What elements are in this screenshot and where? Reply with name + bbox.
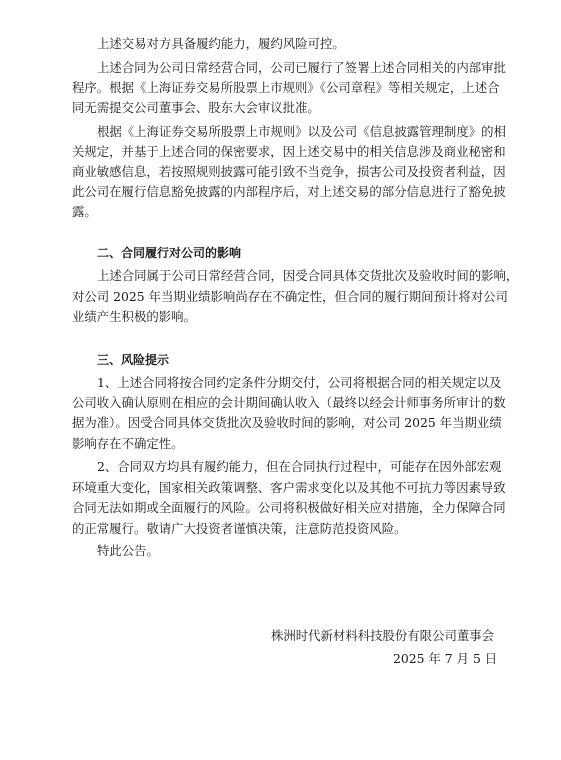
paragraph-line: 的正常履行。敬请广大投资者谨慎决策，注意防范投资风险。: [72, 521, 407, 536]
paragraph-line: 合同无法如期或全面履行的风险。公司将积极做好相关应对措施，全力保障合同: [72, 500, 506, 515]
paragraph-line: 上述交易对方具备履约能力，履约风险可控。: [97, 36, 345, 51]
paragraph-line: 公司收入确认原则在相应的会计期间确认收入（最终以经会计师事务所审计的数: [72, 395, 506, 410]
paragraph-line: 对公司 2025 年当期业绩影响尚存在不确定性，但合同的履行期间预计将对公司: [72, 289, 508, 304]
paragraph-line: 程序。根据《上海证券交易所股票上市规则》《公司章程》等相关规定，上述合: [72, 80, 500, 95]
section-heading: 二、合同履行对公司的影响: [97, 246, 242, 260]
paragraph-line: 上述合同为公司日常经营合同，公司已履行了签署上述合同相关的内部审批: [97, 60, 506, 75]
paragraph-line: 露。: [72, 204, 97, 219]
paragraph-line: 业绩产生积极的影响。: [72, 309, 196, 324]
signature-company: 株洲时代新材料科技股份有限公司董事会: [271, 628, 495, 643]
paragraph-line: 据为准）。因受合同具体交货批次及验收时间的影响，对公司 2025 年当期业绩: [72, 415, 502, 430]
signature-date: 2025 年 7 月 5 日: [393, 651, 498, 666]
paragraph-line: 同无需提交公司董事会、股东大会审议批准。: [72, 100, 320, 115]
paragraph-line: 此公司在履行信息豁免披露的内部程序后，对上述交易的部分信息进行了豁免披: [72, 184, 506, 199]
section-heading: 三、风险提示: [97, 353, 170, 367]
paragraph-line: 商业敏感信息，若按照规则披露可能引致不当竞争，损害公司及投资者利益，因: [72, 164, 506, 179]
closing-text: 特此公告。: [97, 543, 159, 558]
paragraph-line: 1、上述合同将按合同约定条件分期交付，公司将根据合同的相关规定以及: [97, 375, 502, 390]
paragraph-line: 2、合同双方均具有履约能力，但在合同执行过程中，可能存在因外部宏观: [97, 459, 502, 474]
paragraph-line: 影响存在不确定性。: [72, 436, 184, 451]
paragraph-line: 根据《上海证券交易所股票上市规则》以及公司《信息披露管理制度》的相: [97, 124, 506, 139]
paragraph-line: 环境重大变化，国家相关政策调整、客户需求变化以及其他不可抗力等因素导致: [72, 480, 506, 495]
paragraph-line: 关规定，并基于上述合同的保密要求，因上述交易中的相关信息涉及商业秘密和: [72, 144, 506, 159]
paragraph-line: 上述合同属于公司日常经营合同，因受合同具体交货批次及验收时间的影响，: [97, 268, 519, 283]
